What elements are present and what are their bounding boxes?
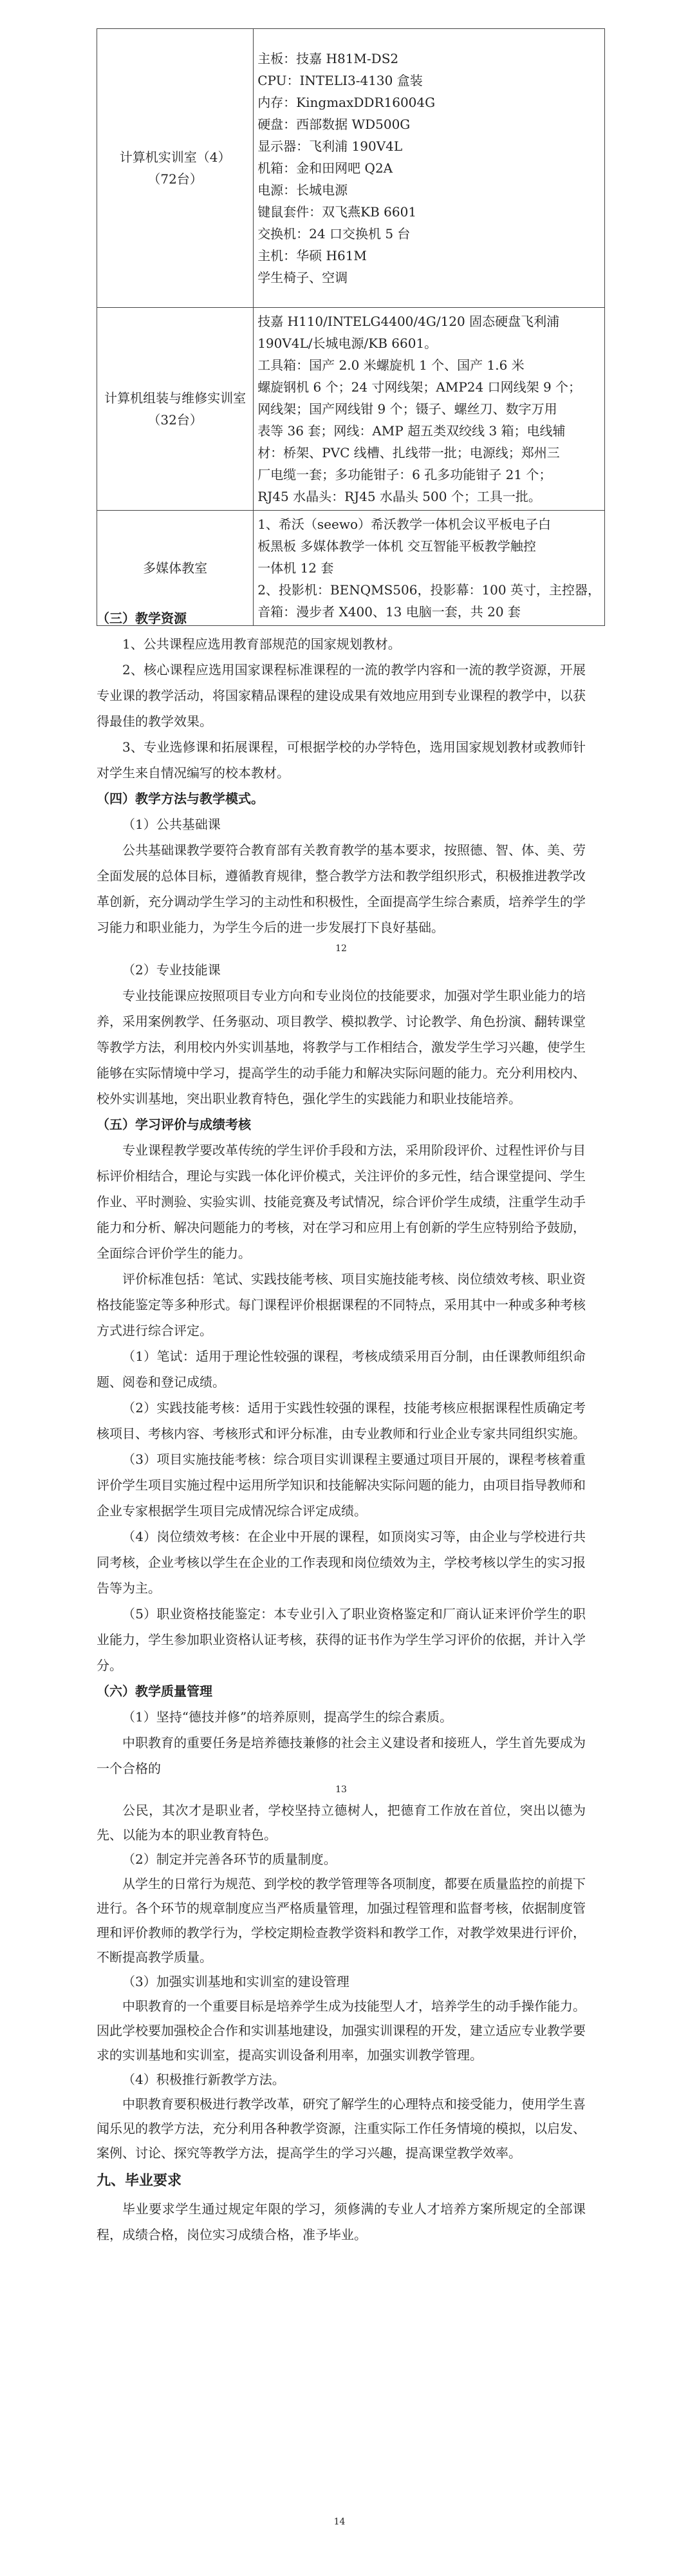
paragraph: （1）笔试：适用于理论性较强的课程，考核成绩采用百分制，由任课教师组织命题、阅卷和登记成绩。	[97, 1349, 586, 1390]
paragraph: 1、公共课程应选用教育部规范的国家规划教材。	[122, 636, 401, 652]
room-name: 计算机组装与维修实训室	[104, 390, 246, 406]
paragraph: 3、专业选修课和拓展课程，可根据学校的办学特色，选用国家规划教材或教师针对学生来自情况编写的校本教材。	[97, 739, 586, 781]
detail-line: RJ45 水晶头：RJ45 水晶头 500 个；工具一批。	[257, 489, 541, 504]
paragraph: 毕业要求学生通过规定年限的学习，须修满的专业人才培养方案所规定的全部课程，成绩合格，岗位实习成绩合格，准予毕业。	[97, 2201, 586, 2242]
subsection-heading: （1）公共基础课	[122, 817, 221, 832]
section-heading: （五）学习评价与成绩考核	[97, 1117, 251, 1132]
chapter-heading: 九、毕业要求	[97, 2172, 182, 2189]
detail-line: 主机：华硕 H61M	[257, 248, 367, 263]
detail-line: 学生椅子、空调	[257, 270, 348, 285]
paragraph: 专业课程教学要改革传统的学生评价手段和方法，采用阶段评价、过程性评价与目标评价相结合，理论与实践一体化评价模式，关注评价的多元性，结合课堂提问、学生作业、平时测验、实验实训、技能竞赛及考试情况，综合评价学生成绩，注重学生动手能力和分析、解决问题能力的考核，对在学习和应用上有创新的学生应特别给予鼓励，全面综合评价学生的能力。	[97, 1142, 586, 1261]
room-name: 多媒体教室	[143, 560, 208, 576]
paragraph: （4）岗位绩效考核：在企业中开展的课程，如顶岗实习等，由企业与学校进行共同考核，企业考核以学生在企业的工作表现和岗位绩效为主，学校考核以学生的实习报告等为主。	[97, 1529, 586, 1596]
room-count: （72台）	[147, 171, 203, 187]
page-number: 12	[335, 943, 347, 954]
subsection-heading: （2）专业技能课	[122, 962, 221, 978]
detail-line: 工具箱：国产 2.0 米螺旋机 1 个、国产 1.6 米	[257, 357, 525, 373]
detail-line: 网线架；国产网线钳 9 个；镊子、螺丝刀、数字万用	[257, 401, 557, 417]
table-row	[97, 29, 605, 308]
detail-line: 键鼠套件：双飞燕KB 6601	[257, 204, 417, 220]
paragraph: （5）职业资格技能鉴定：本专业引入了职业资格鉴定和厂商认证来评价学生的职业能力，学生参加职业资格认证考核，获得的证书作为学生学习评价的依据，并计入学分。	[97, 1606, 586, 1673]
paragraph: （4）积极推行新教学方法。	[122, 2072, 285, 2087]
room-count: （32台）	[147, 412, 203, 428]
detail-line: 主板：技嘉 H81M-DS2	[257, 51, 399, 66]
room-name-cell	[97, 308, 254, 511]
paragraph: 2、核心课程应选用国家课程标准课程的一流的教学内容和一流的教学资源，开展专业课的教学活动，将国家精品课程的建设成果有效地应用到专业课程的教学中，以获得最佳的教学效果。	[97, 662, 586, 729]
paragraph: （2）制定并完善各环节的质量制度。	[122, 1852, 337, 1867]
paragraph: （2）实践技能考核：适用于实践性较强的课程，技能考核应根据课程性质确定考核项目、考核内容、考核形式和评分标准，由专业教师和行业企业专家共同组织实施。	[97, 1400, 586, 1441]
section-heading: （三）教学资源	[97, 611, 187, 626]
page-number-footer: 14	[333, 2517, 346, 2527]
room-name-cell	[97, 29, 254, 308]
room-name: 计算机实训室（4）	[119, 149, 231, 165]
detail-line: 电源：长城电源	[257, 182, 348, 198]
section-heading: （六）教学质量管理	[97, 1683, 212, 1699]
paragraph: 中职教育的重要任务是培养德技兼修的社会主义建设者和接班人，学生首先要成为一个合格的	[97, 1735, 586, 1776]
detail-line: 厂电缆一套；多功能钳子：6 孔多功能钳子 21 个；	[257, 467, 552, 482]
paragraph: 专业技能课应按照项目专业方向和专业岗位的技能要求，加强对学生职业能力的培养，采用案例教学、任务驱动、项目教学、模拟教学、讨论教学、角色扮演、翻转课堂等教学方法，利用校内外实训基地，将教学与工作相结合，激发学生学习兴趣，使学生能够在实际情境中学习，提高学生的动手能力和解决实际问题的能力。充分利用校内、校外实训基地，突出职业教育特色，强化学生的实践能力和职业技能培养。	[97, 988, 586, 1106]
paragraph: 公民，其次才是职业者，学校坚持立德树人，把德育工作放在首位，突出以德为先、以能为本的职业教育特色。	[97, 1803, 586, 1842]
detail-line: 螺旋钢机 6 个；24 寸网线架；AMP24 口网线架 9 个；	[257, 379, 582, 395]
document-body	[97, 605, 586, 2248]
room-detail-cell	[254, 29, 605, 308]
paragraph: （1）坚持“德技并修”的培养原则，提高学生的综合素质。	[122, 1709, 453, 1725]
detail-line: 2、投影机：BENQMS506，投影幕：100 英寸，主控器，	[257, 582, 600, 598]
detail-line: 内存：KingmaxDDR16004G	[257, 95, 436, 110]
paragraph: 从学生的日常行为规范、到学校的教学管理等各项制度，都要在质量监控的前提下进行。各个环节的规章制度应当严格质量管理，加强过程管理和监督考核，依据制度管理和评价教师的教学行为，学校定期检查教学资料和教学工作，对教学效果进行评价，不断提高教学质量。	[97, 1876, 586, 1965]
detail-line: 音箱：漫步者 X400、13 电脑一套，共 20 套	[257, 604, 521, 620]
detail-line: 1、希沃（seewo）希沃教学一体机会议平板电子白	[257, 516, 552, 532]
detail-line: 技嘉 H110/INTELG4400/4G/120 固态硬盘飞利浦	[257, 314, 560, 329]
equipment-table	[97, 28, 605, 626]
paragraph: 评价标准包括：笔试、实践技能考核、项目实施技能考核、岗位绩效考核、职业资格技能鉴定等多种形式。每门课程评价根据课程的不同特点，采用其中一种或多种考核方式进行综合评定。	[97, 1271, 586, 1338]
detail-line: CPU：INTELI3-4130 盒装	[257, 73, 423, 88]
paragraph: （3）加强实训基地和实训室的建设管理	[122, 1974, 349, 1989]
paragraph: 中职教育的一个重要目标是培养学生成为技能型人才，培养学生的动手操作能力。因此学校要加强校企合作和实训基地建设，加强实训课程的开发，建立适应专业教学要求的实训基地和实训室，提高实训设备利用率，加强实训教学管理。	[97, 1998, 586, 2063]
detail-line: 显示器：飞利浦 190V4L	[257, 138, 403, 154]
detail-line: 交换机：24 口交换机 5 台	[257, 226, 411, 242]
section-heading: （四）教学方法与教学模式。	[97, 791, 264, 806]
paragraph: （3）项目实施技能考核：综合项目实训课程主要通过项目开展的，课程考核着重评价学生项目实施过程中运用所学知识和技能解决实际问题的能力，由项目指导教师和企业专家根据学生项目完成情况综合评定成绩。	[97, 1452, 586, 1519]
detail-line: 材：桥架、PVC 线槽、扎线带一批；电源线；郑州三	[257, 445, 560, 460]
paragraph: 中职教育要积极进行教学改革，研究了解学生的心理特点和接受能力，使用学生喜闻乐见的教学方法，充分利用各种教学资源，注重实际工作任务情境的模拟，以启发、案例、讨论、探究等教学方法，提高学生的学习兴趣，提高课堂教学效率。	[97, 2096, 586, 2161]
detail-line: 190V4L/长城电源/KB 6601。	[257, 336, 438, 351]
table-row	[97, 308, 605, 511]
detail-line: 机箱：金和田网吧 Q2A	[257, 160, 393, 176]
detail-line: 表等 36 套；网线：AMP 超五类双绞线 3 箱；电线辅	[257, 423, 566, 439]
page-number: 13	[335, 1785, 347, 1795]
paragraph: 公共基础课教学要符合教育部有关教育教学的基本要求，按照德、智、体、美、劳全面发展的总体目标，遵循教育规律，整合教学方法和教学组织形式，积极推进教学改革创新，充分调动学生学习的主动性和积极性，全面提高学生综合素质，培养学生的学习能力和职业能力，为学生今后的进一步发展打下良好基础。	[97, 842, 586, 935]
detail-line: 硬盘：西部数据 WD500G	[257, 117, 411, 132]
detail-line: 板黑板 多媒体教学一体机 交互智能平板教学触控	[257, 538, 536, 554]
detail-line: 一体机 12 套	[257, 560, 334, 576]
room-detail-cell	[254, 308, 605, 511]
